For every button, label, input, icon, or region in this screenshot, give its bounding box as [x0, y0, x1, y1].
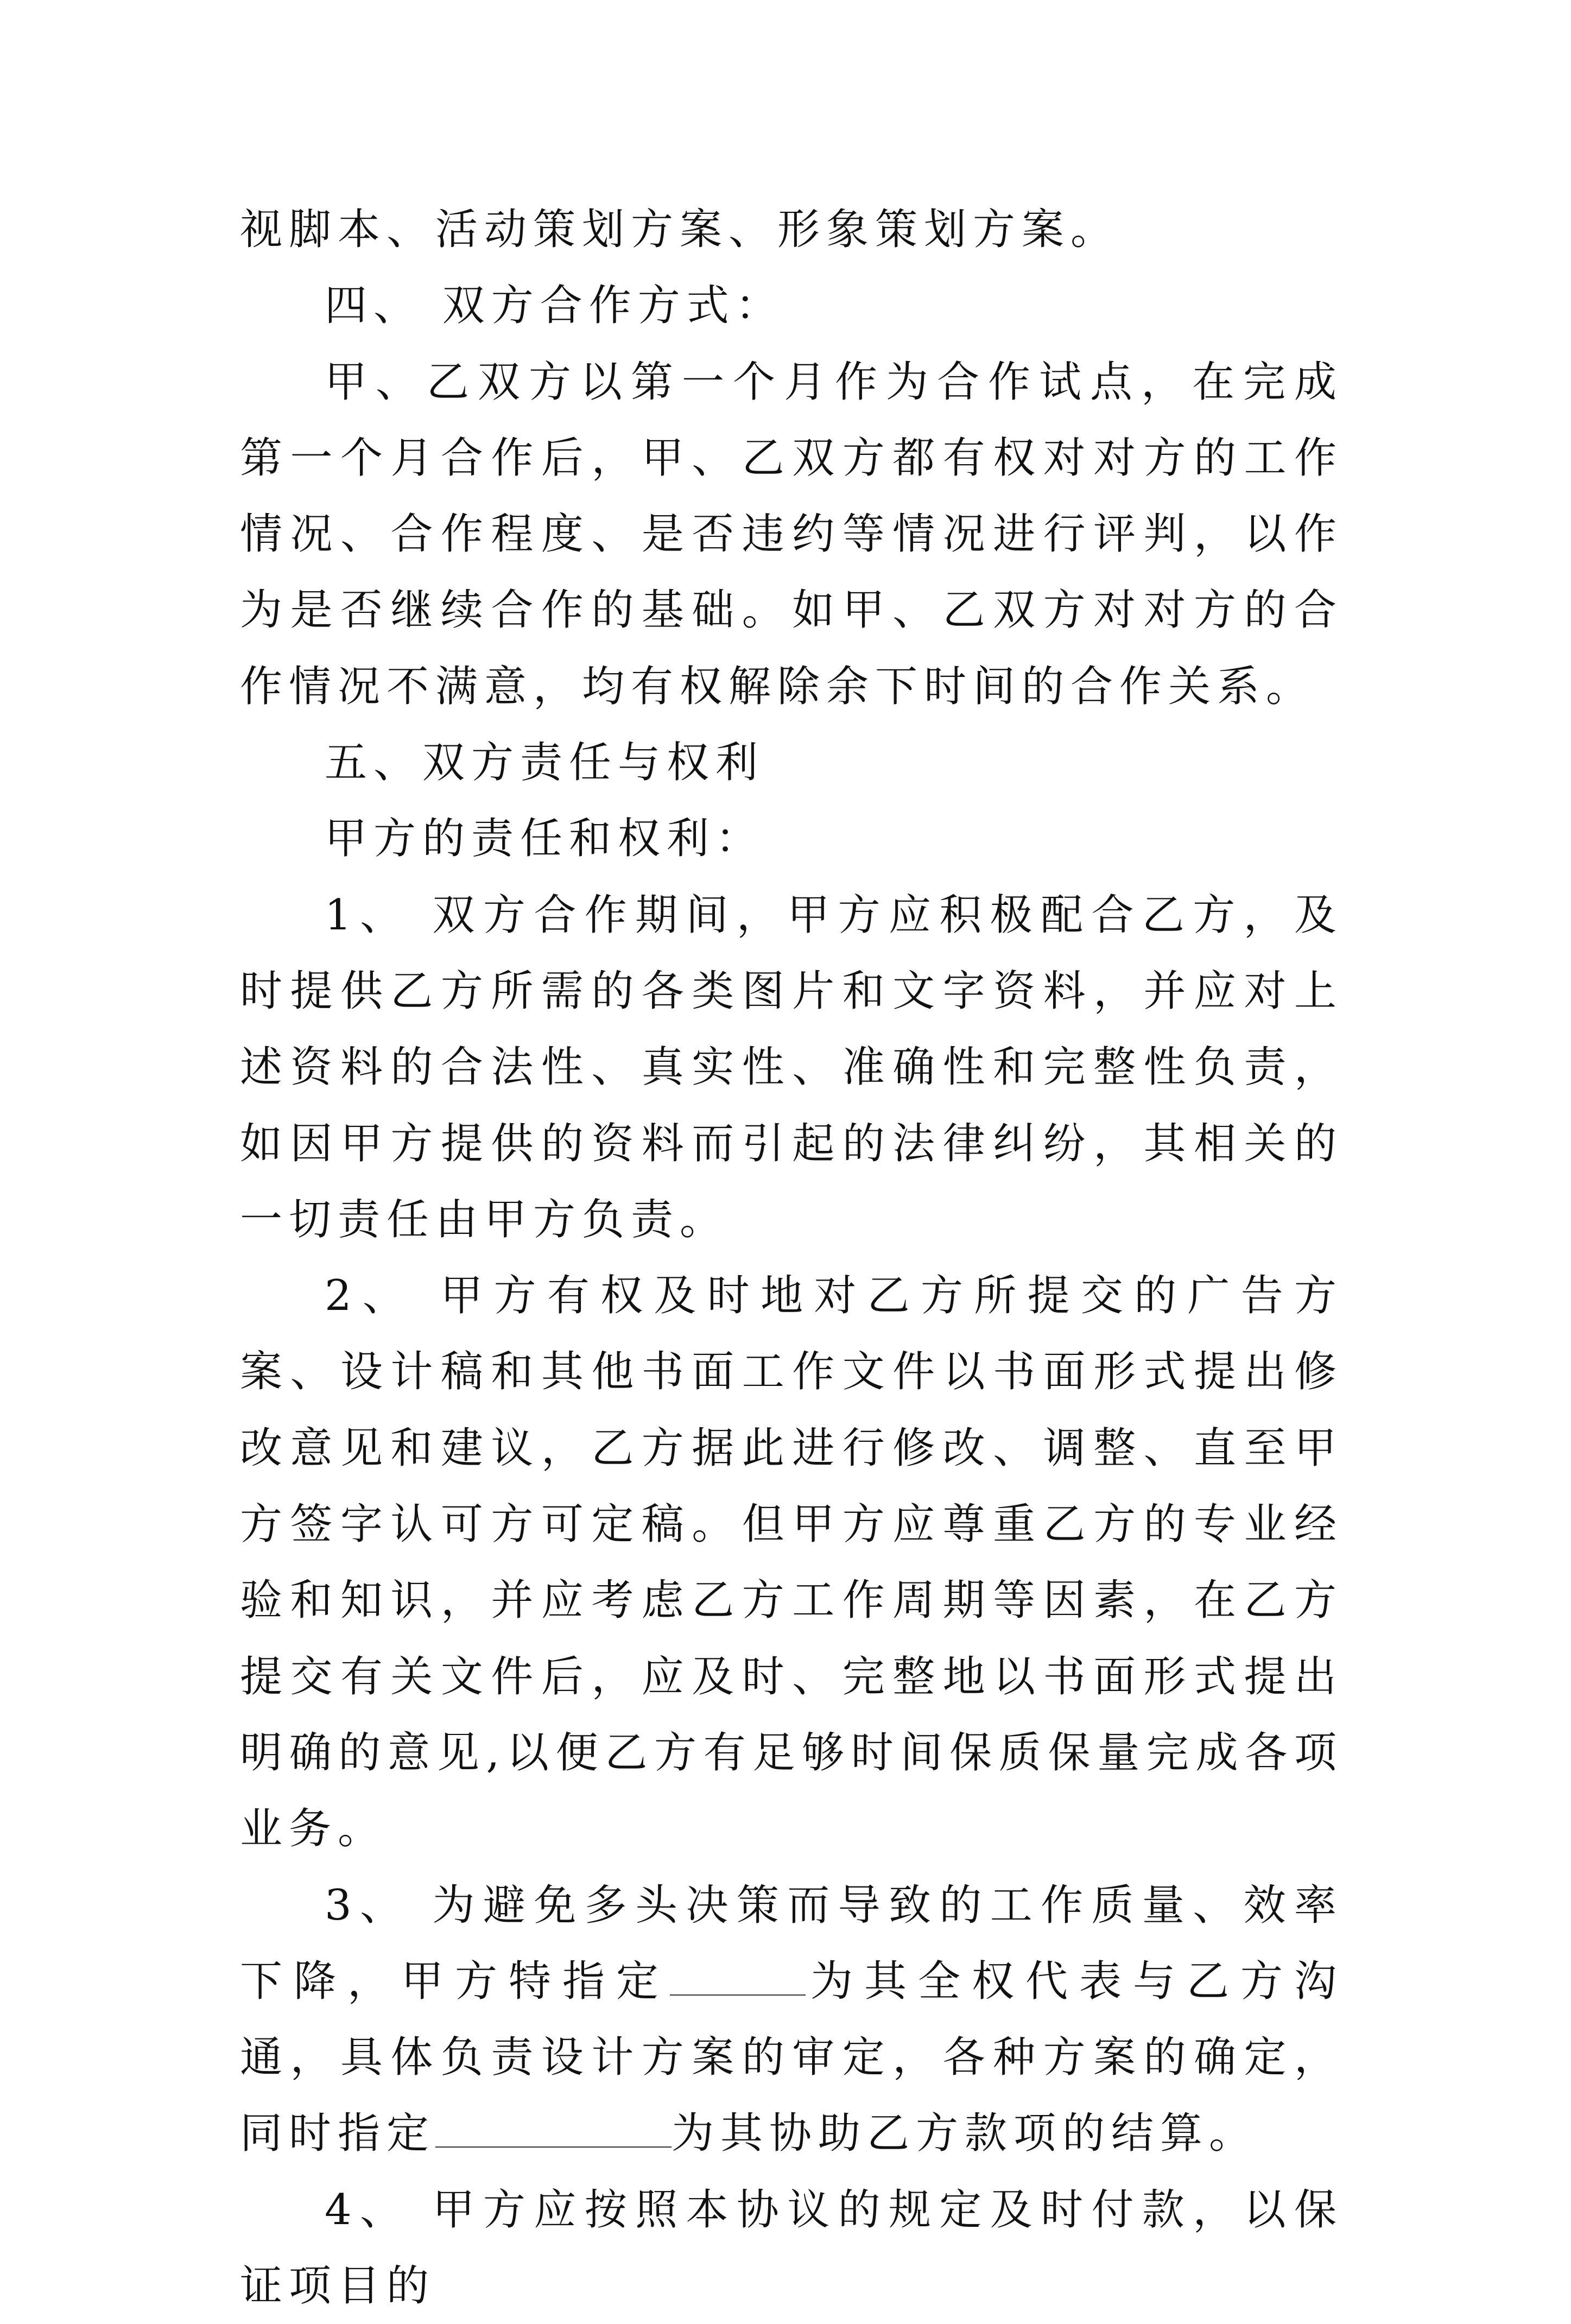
paragraph-continuation: 视脚本、活动策划方案、形象策划方案。	[240, 205, 1120, 254]
clause-1: 1、 双方合作期间，甲方应积极配合乙方，及时提供乙方所需的各类图片和文字资料，并应对上述资料的合法性、真实性、准确性和完整性负责，如因甲方提供的资料而引起的法律纠纷，其相关的一切责任由甲方负责。	[240, 890, 1343, 1244]
section-heading-responsibilities: 五、双方责任与权利	[325, 738, 765, 788]
subheading-party-a: 甲方的责任和权利：	[325, 814, 765, 864]
clause-3-part1: 3、 为避免多头决策而导致的工作质量、效率下降，甲方特指定	[240, 1880, 1343, 2006]
section-heading-cooperation-method: 四、 双方合作方式：	[325, 281, 784, 331]
clause-3-part2: 为其全权代表与乙方沟通，具体负责设计方案的审定，各种方案的确定，同时指定	[240, 1956, 1343, 2158]
document-body	[240, 192, 1343, 2324]
clause-2: 2、 甲方有权及时地对乙方所提交的广告方案、设计稿和其他书面工作文件以书面形式提出修改意见和建议，乙方据此进行修改、调整、直至甲方签字认可方可定稿。但甲方应尊重乙方的专业经验和知识，并应考虑乙方工作周期等因素，在乙方提交有关文件后，应及时、完整地以书面形式提出明确的意见,以便乙方有足够时间保质保量完成各项业务。	[240, 1271, 1343, 1854]
clause-3	[240, 1867, 1343, 2172]
blank-settlement-assistant	[435, 2108, 672, 2148]
paragraph-trial-period: 甲、乙双方以第一个月作为合作试点，在完成第一个月合作后，甲、乙双方都有权对对方的工作情况、合作程度、是否违约等情况进行评判，以作为是否继续合作的基础。如甲、乙双方对对方的合作情况不满意，均有权解除余下时间的合作关系。	[240, 357, 1343, 711]
clause-3-part3: 为其协助乙方款项的结算。	[672, 2109, 1258, 2158]
blank-representative	[670, 1956, 806, 1996]
clause-4: 4、 甲方应按照本协议的规定及时付款，以保证项目的	[240, 2185, 1343, 2311]
